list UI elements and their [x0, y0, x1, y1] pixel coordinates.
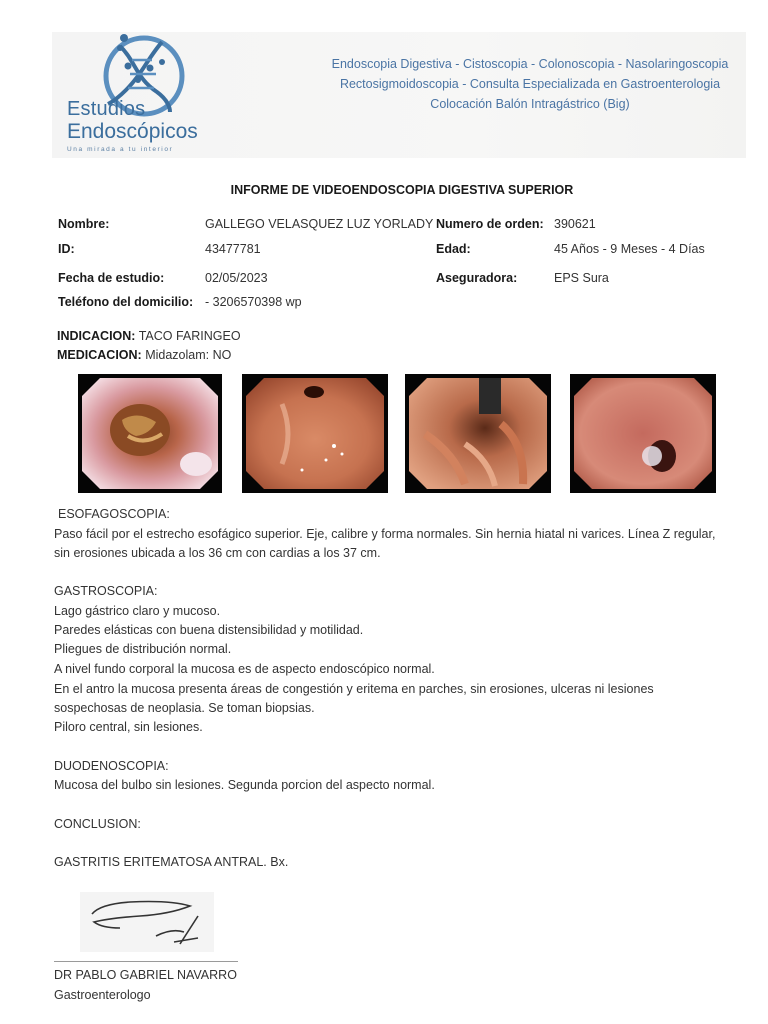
logo-tagline: Una mirada a tu interior	[67, 146, 174, 153]
medication-value: Midazolam: NO	[145, 348, 232, 362]
antrum-photo	[405, 374, 551, 493]
gastro-text: Paredes elásticas con buena distensibilidad y motilidad.	[54, 623, 364, 637]
duodeno-text: Mucosa del bulbo sin lesiones. Segunda porcion del aspecto normal.	[54, 778, 435, 792]
patient-id: 43477781	[205, 242, 261, 256]
esophagus-photo	[78, 374, 222, 493]
study-date: 02/05/2023	[205, 271, 268, 285]
gastro-text: Piloro central, sin lesiones.	[54, 720, 203, 734]
medication-label: MEDICACION:	[57, 348, 142, 362]
gastro-text: En el antro la mucosa presenta áreas de congestión y eritema en parches, sin erosiones, ulceras ni lesiones	[54, 682, 654, 696]
service-line: Endoscopia Digestiva - Cistoscopia - Colonoscopia - Nasolaringoscopia	[331, 57, 729, 71]
signature-image	[80, 892, 214, 952]
doctor-name: DR PABLO GABRIEL NAVARRO	[54, 968, 237, 982]
section-title-esofagoscopia: ESOFAGOSCOPIA:	[58, 507, 170, 521]
order-number: 390621	[554, 217, 596, 231]
age-label: Edad:	[436, 242, 471, 256]
service-line: Rectosigmoidoscopia - Consulta Especializada en Gastroenterologia	[339, 77, 721, 91]
date-label: Fecha de estudio:	[58, 271, 165, 285]
gastro-text: Lago gástrico claro y mucoso.	[54, 604, 221, 618]
logo-wordmark-top: Estudios	[67, 98, 146, 120]
indication	[57, 329, 241, 343]
indication-label: INDICACION:	[57, 329, 136, 343]
order-label: Numero de orden:	[436, 217, 544, 231]
doctor-specialty: Gastroenterologo	[54, 988, 151, 1002]
insurer-label: Aseguradora:	[436, 271, 518, 285]
gastro-text: Pliegues de distribución normal.	[54, 642, 232, 656]
insurer: EPS Sura	[554, 271, 609, 285]
indication-value: TACO FARINGEO	[138, 329, 241, 343]
phone-label: Teléfono del domicilio:	[58, 295, 194, 309]
report-title: INFORME DE VIDEOENDOSCOPIA DIGESTIVA SUPERIOR	[230, 183, 574, 197]
section-title-duodenoscopia: DUODENOSCOPIA:	[54, 759, 169, 773]
patient-name: GALLEGO VELASQUEZ LUZ YORLADY	[205, 217, 434, 231]
section-title-conclusion: CONCLUSION:	[54, 817, 141, 831]
gastro-text: sospechosas de neoplasia. Se toman biopsias.	[54, 701, 315, 715]
section-title-gastroscopia: GASTROSCOPIA:	[54, 584, 158, 598]
name-label: Nombre:	[58, 217, 110, 231]
logo-wordmark-bottom: Endoscópicos	[67, 120, 198, 143]
service-line: Colocación Balón Intragástrico (Big)	[430, 97, 630, 111]
services-list	[300, 54, 760, 114]
phone-number: - 3206570398 wp	[205, 295, 302, 309]
id-label: ID:	[58, 242, 75, 256]
esofago-text: sin erosiones ubicada a los 36 cm con cardias a los 37 cm.	[54, 546, 381, 560]
medication	[57, 348, 231, 362]
patient-age: 45 Años - 9 Meses - 4 Días	[554, 242, 705, 256]
gastro-text: A nivel fundo corporal la mucosa es de aspecto endoscópico normal.	[54, 662, 435, 676]
conclusion-text: GASTRITIS ERITEMATOSA ANTRAL. Bx.	[54, 855, 289, 869]
duodenum-photo	[570, 374, 716, 493]
esofago-text: Paso fácil por el estrecho esofágico superior. Eje, calibre y forma normales. Sin hernia hiatal ni varices. Línea Z regular,	[54, 527, 716, 541]
stomach-photo	[242, 374, 388, 493]
signature-line	[54, 961, 238, 962]
